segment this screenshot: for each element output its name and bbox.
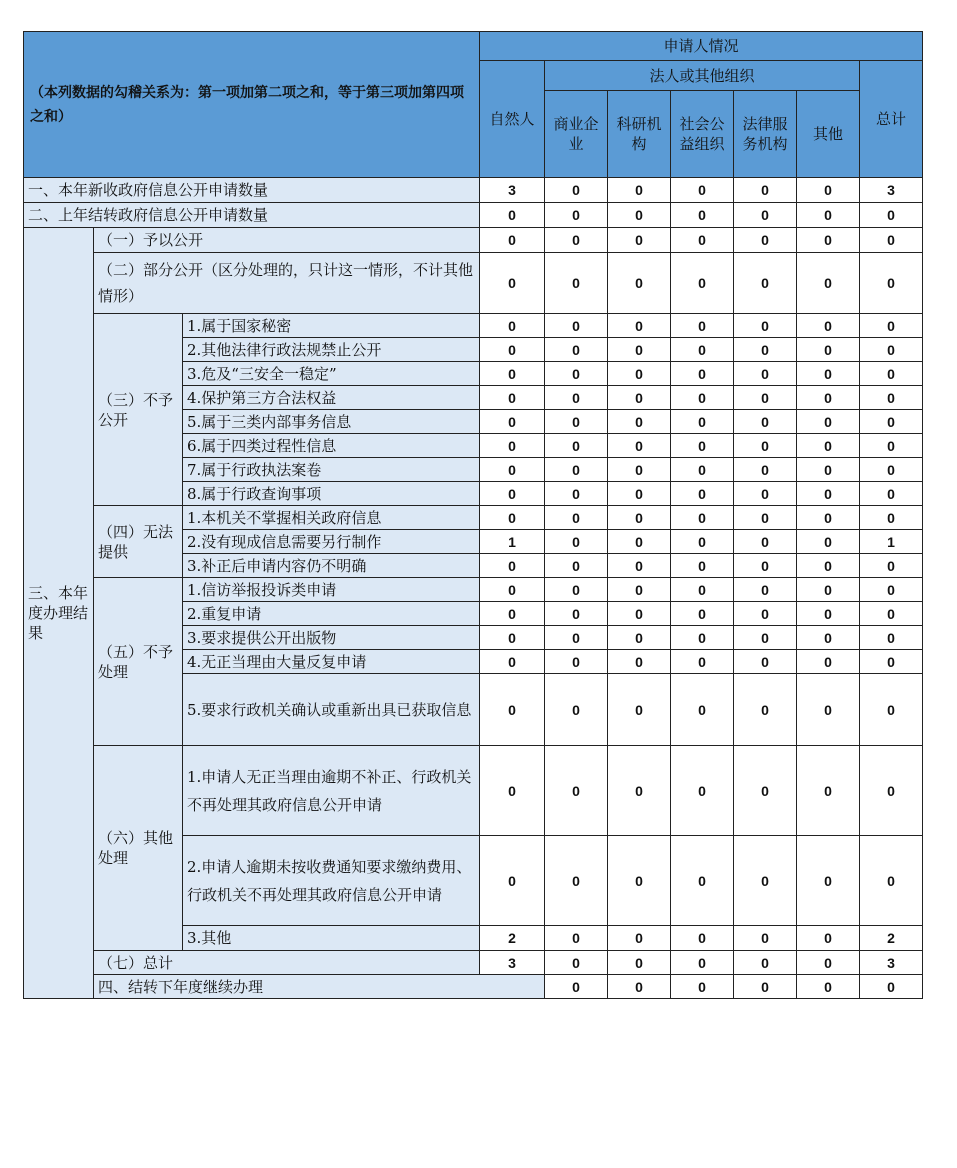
cell-value: 0	[797, 178, 860, 203]
cell-value: 0	[860, 674, 923, 746]
cell-value: 0	[480, 506, 545, 530]
cell-value: 0	[608, 975, 671, 999]
cell-value: 0	[797, 203, 860, 228]
cell-value: 0	[860, 410, 923, 434]
cell-value: 0	[671, 458, 734, 482]
cell-value: 0	[545, 458, 608, 482]
cell-value: 0	[545, 506, 608, 530]
cell-value: 0	[860, 458, 923, 482]
cell-value: 0	[545, 836, 608, 926]
cell-value: 0	[734, 253, 797, 314]
row-label: 4.无正当理由大量反复申请	[183, 650, 480, 674]
cell-value: 0	[860, 626, 923, 650]
cell-value: 0	[608, 253, 671, 314]
cell-value: 0	[480, 338, 545, 362]
cell-value: 0	[734, 386, 797, 410]
row-label: 1.信访举报投诉类申请	[183, 578, 480, 602]
row-label: 一、本年新收政府信息公开申请数量	[24, 178, 480, 203]
row-label: 3.危及“三安全一稳定”	[183, 362, 480, 386]
statistics-table	[23, 31, 923, 999]
cell-value: 0	[797, 530, 860, 554]
cell-value: 0	[545, 975, 608, 999]
cell-value: 0	[671, 506, 734, 530]
cell-value: 0	[671, 530, 734, 554]
cell-value: 0	[734, 410, 797, 434]
cell-value: 0	[734, 458, 797, 482]
row-label: 3.其他	[183, 926, 480, 951]
cell-value: 0	[734, 926, 797, 951]
cell-value: 0	[480, 253, 545, 314]
cell-value: 0	[797, 836, 860, 926]
cell-value: 0	[545, 482, 608, 506]
cell-value: 0	[797, 362, 860, 386]
cell-value: 2	[860, 926, 923, 951]
group-label-not-disclosed: （三）不予公开	[94, 314, 183, 506]
header-other: 其他	[797, 91, 860, 178]
cell-value: 0	[480, 314, 545, 338]
cell-value: 3	[480, 951, 545, 975]
cell-value: 0	[797, 554, 860, 578]
cell-value: 0	[734, 178, 797, 203]
row-label: 2.其他法律行政法规禁止公开	[183, 338, 480, 362]
cell-value: 0	[608, 626, 671, 650]
cell-value: 0	[860, 602, 923, 626]
row-label: 3.补正后申请内容仍不明确	[183, 554, 480, 578]
cell-value: 0	[860, 386, 923, 410]
group-label-annual-results: 三、本年度办理结果	[24, 228, 94, 999]
cell-value: 0	[608, 410, 671, 434]
cell-value: 0	[797, 338, 860, 362]
cell-value: 0	[545, 178, 608, 203]
row-label: 7.属于行政执法案卷	[183, 458, 480, 482]
cell-value: 0	[734, 674, 797, 746]
cell-value: 0	[860, 506, 923, 530]
cell-value: 0	[608, 386, 671, 410]
cell-value: 0	[671, 975, 734, 999]
cell-value: 0	[480, 626, 545, 650]
cell-value: 0	[671, 951, 734, 975]
cell-value: 0	[860, 434, 923, 458]
cell-value: 0	[608, 228, 671, 253]
cell-value: 0	[608, 506, 671, 530]
row-label: 2.申请人逾期未按收费通知要求缴纳费用、行政机关不再处理其政府信息公开申请	[183, 836, 480, 926]
cell-value: 0	[671, 836, 734, 926]
cell-value: 0	[860, 228, 923, 253]
cell-value: 0	[480, 482, 545, 506]
cell-value: 0	[671, 650, 734, 674]
cell-value: 0	[480, 228, 545, 253]
cell-value: 0	[671, 253, 734, 314]
cell-value: 0	[545, 253, 608, 314]
cell-value: 0	[480, 410, 545, 434]
cell-value: 0	[797, 926, 860, 951]
cell-value: 0	[480, 434, 545, 458]
cell-value: 0	[608, 178, 671, 203]
cell-value: 0	[608, 951, 671, 975]
cell-value: 0	[480, 650, 545, 674]
cell-value: 0	[860, 203, 923, 228]
cell-value: 0	[608, 650, 671, 674]
cell-value: 0	[860, 746, 923, 836]
header-natural-person: 自然人	[480, 61, 545, 178]
cell-value: 0	[608, 578, 671, 602]
cell-value: 0	[671, 626, 734, 650]
cell-value: 0	[545, 650, 608, 674]
cell-value: 0	[608, 314, 671, 338]
cell-value: 0	[545, 203, 608, 228]
cell-value: 0	[480, 602, 545, 626]
row-label: 二、上年结转政府信息公开申请数量	[24, 203, 480, 228]
cell-value: 0	[671, 674, 734, 746]
cell-value: 0	[671, 746, 734, 836]
cell-value: 0	[608, 926, 671, 951]
cell-value: 0	[545, 386, 608, 410]
row-label: （一）予以公开	[94, 228, 480, 253]
cell-value: 0	[734, 650, 797, 674]
cell-value: 0	[734, 746, 797, 836]
cell-value: 0	[608, 338, 671, 362]
cell-value: 0	[608, 203, 671, 228]
cell-value: 0	[608, 434, 671, 458]
cell-value: 0	[734, 626, 797, 650]
cell-value: 0	[608, 482, 671, 506]
cell-value: 0	[734, 602, 797, 626]
row-label: 2.重复申请	[183, 602, 480, 626]
cell-value: 0	[671, 602, 734, 626]
cell-value: 0	[608, 602, 671, 626]
cell-value: 0	[480, 578, 545, 602]
cell-value: 0	[797, 602, 860, 626]
cell-value: 0	[545, 746, 608, 836]
cell-value: 0	[860, 338, 923, 362]
cell-value: 0	[545, 530, 608, 554]
cell-value: 0	[734, 314, 797, 338]
cell-value: 0	[671, 338, 734, 362]
cell-value: 1	[480, 530, 545, 554]
cell-value: 0	[545, 602, 608, 626]
cell-value: 0	[480, 746, 545, 836]
cell-value: 0	[797, 228, 860, 253]
cell-value: 0	[671, 578, 734, 602]
cell-value: 0	[734, 228, 797, 253]
row-label: 1.属于国家秘密	[183, 314, 480, 338]
cell-value: 0	[734, 362, 797, 386]
cell-value: 0	[545, 434, 608, 458]
cell-value: 0	[671, 178, 734, 203]
cell-value: 0	[480, 458, 545, 482]
cell-value: 0	[860, 650, 923, 674]
cell-value: 0	[608, 674, 671, 746]
cell-value: 0	[734, 578, 797, 602]
cell-value: 0	[545, 926, 608, 951]
cell-value: 0	[734, 554, 797, 578]
cell-value: 0	[480, 674, 545, 746]
cell-value: 0	[671, 926, 734, 951]
cell-value: 0	[797, 674, 860, 746]
cell-value: 0	[545, 554, 608, 578]
cell-value: 1	[860, 530, 923, 554]
cell-value: 0	[797, 951, 860, 975]
cell-value: 0	[545, 314, 608, 338]
cell-value: 2	[480, 926, 545, 951]
header-legal-service: 法律服务机构	[734, 91, 797, 178]
group-label-unable-to-provide: （四）无法提供	[94, 506, 183, 578]
cell-value: 0	[480, 554, 545, 578]
cell-value: 0	[797, 975, 860, 999]
cell-value: 0	[734, 203, 797, 228]
row-label: 1.申请人无正当理由逾期不补正、行政机关不再处理其政府信息公开申请	[183, 746, 480, 836]
row-label: 1.本机关不掌握相关政府信息	[183, 506, 480, 530]
cell-value: 0	[545, 362, 608, 386]
cell-value: 0	[545, 410, 608, 434]
row-label: 3.要求提供公开出版物	[183, 626, 480, 650]
cell-value: 0	[797, 626, 860, 650]
cell-value: 0	[797, 578, 860, 602]
cell-value: 0	[608, 836, 671, 926]
cell-value: 0	[545, 674, 608, 746]
cell-value: 0	[608, 458, 671, 482]
cell-value: 0	[860, 482, 923, 506]
cell-value: 3	[860, 178, 923, 203]
cell-value: 0	[608, 746, 671, 836]
cell-value: 0	[608, 530, 671, 554]
row-label: 四、结转下年度继续办理	[94, 975, 545, 999]
row-label: （七）总计	[94, 951, 480, 975]
cell-value: 0	[734, 975, 797, 999]
header-commercial: 商业企业	[545, 91, 608, 178]
cell-value: 0	[608, 362, 671, 386]
cell-value: 0	[734, 338, 797, 362]
cell-value: 0	[797, 410, 860, 434]
cell-value: 0	[734, 506, 797, 530]
header-social: 社会公益组织	[671, 91, 734, 178]
cell-value: 0	[608, 554, 671, 578]
cell-value: 0	[671, 434, 734, 458]
cell-value: 0	[797, 386, 860, 410]
group-label-not-processed: （五）不予处理	[94, 578, 183, 746]
cell-value: 0	[545, 626, 608, 650]
row-label: （二）部分公开（区分处理的，只计这一情形，不计其他情形）	[94, 253, 480, 314]
cell-value: 0	[734, 434, 797, 458]
cell-value: 0	[545, 338, 608, 362]
cell-value: 0	[860, 554, 923, 578]
cell-value: 3	[480, 178, 545, 203]
cell-value: 0	[480, 362, 545, 386]
cell-value: 0	[860, 253, 923, 314]
cell-value: 0	[734, 530, 797, 554]
header-legal-or-other: 法人或其他组织	[545, 61, 860, 91]
cell-value: 0	[797, 314, 860, 338]
cell-value: 0	[797, 482, 860, 506]
cell-value: 0	[797, 746, 860, 836]
cell-value: 0	[797, 506, 860, 530]
cell-value: 0	[797, 434, 860, 458]
cell-value: 0	[797, 650, 860, 674]
row-label: 4.保护第三方合法权益	[183, 386, 480, 410]
row-label: 2.没有现成信息需要另行制作	[183, 530, 480, 554]
cell-value: 0	[860, 578, 923, 602]
header-applicant-status: 申请人情况	[480, 32, 923, 61]
row-label: 5.属于三类内部事务信息	[183, 410, 480, 434]
row-label: 5.要求行政机关确认或重新出具已获取信息	[183, 674, 480, 746]
cell-value: 0	[671, 482, 734, 506]
cell-value: 0	[480, 386, 545, 410]
cell-value: 0	[734, 482, 797, 506]
cell-value: 0	[860, 362, 923, 386]
cell-value: 0	[734, 836, 797, 926]
cell-value: 0	[671, 203, 734, 228]
cell-value: 0	[480, 203, 545, 228]
header-total: 总计	[860, 61, 923, 178]
group-label-other-handling: （六）其他处理	[94, 746, 183, 951]
cell-value: 0	[671, 362, 734, 386]
row-label: 6.属于四类过程性信息	[183, 434, 480, 458]
cell-value: 0	[545, 228, 608, 253]
relation-note: （本列数据的勾稽关系为：第一项加第二项之和，等于第三项加第四项之和）	[24, 32, 480, 178]
cell-value: 0	[671, 554, 734, 578]
header-research: 科研机构	[608, 91, 671, 178]
cell-value: 0	[860, 975, 923, 999]
cell-value: 0	[480, 836, 545, 926]
cell-value: 0	[671, 386, 734, 410]
cell-value: 0	[860, 314, 923, 338]
cell-value: 0	[797, 458, 860, 482]
cell-value: 0	[671, 314, 734, 338]
row-label: 8.属于行政查询事项	[183, 482, 480, 506]
cell-value: 3	[860, 951, 923, 975]
cell-value: 0	[671, 410, 734, 434]
cell-value: 0	[545, 951, 608, 975]
cell-value: 0	[545, 578, 608, 602]
cell-value: 0	[797, 253, 860, 314]
cell-value: 0	[734, 951, 797, 975]
cell-value: 0	[860, 836, 923, 926]
cell-value: 0	[671, 228, 734, 253]
